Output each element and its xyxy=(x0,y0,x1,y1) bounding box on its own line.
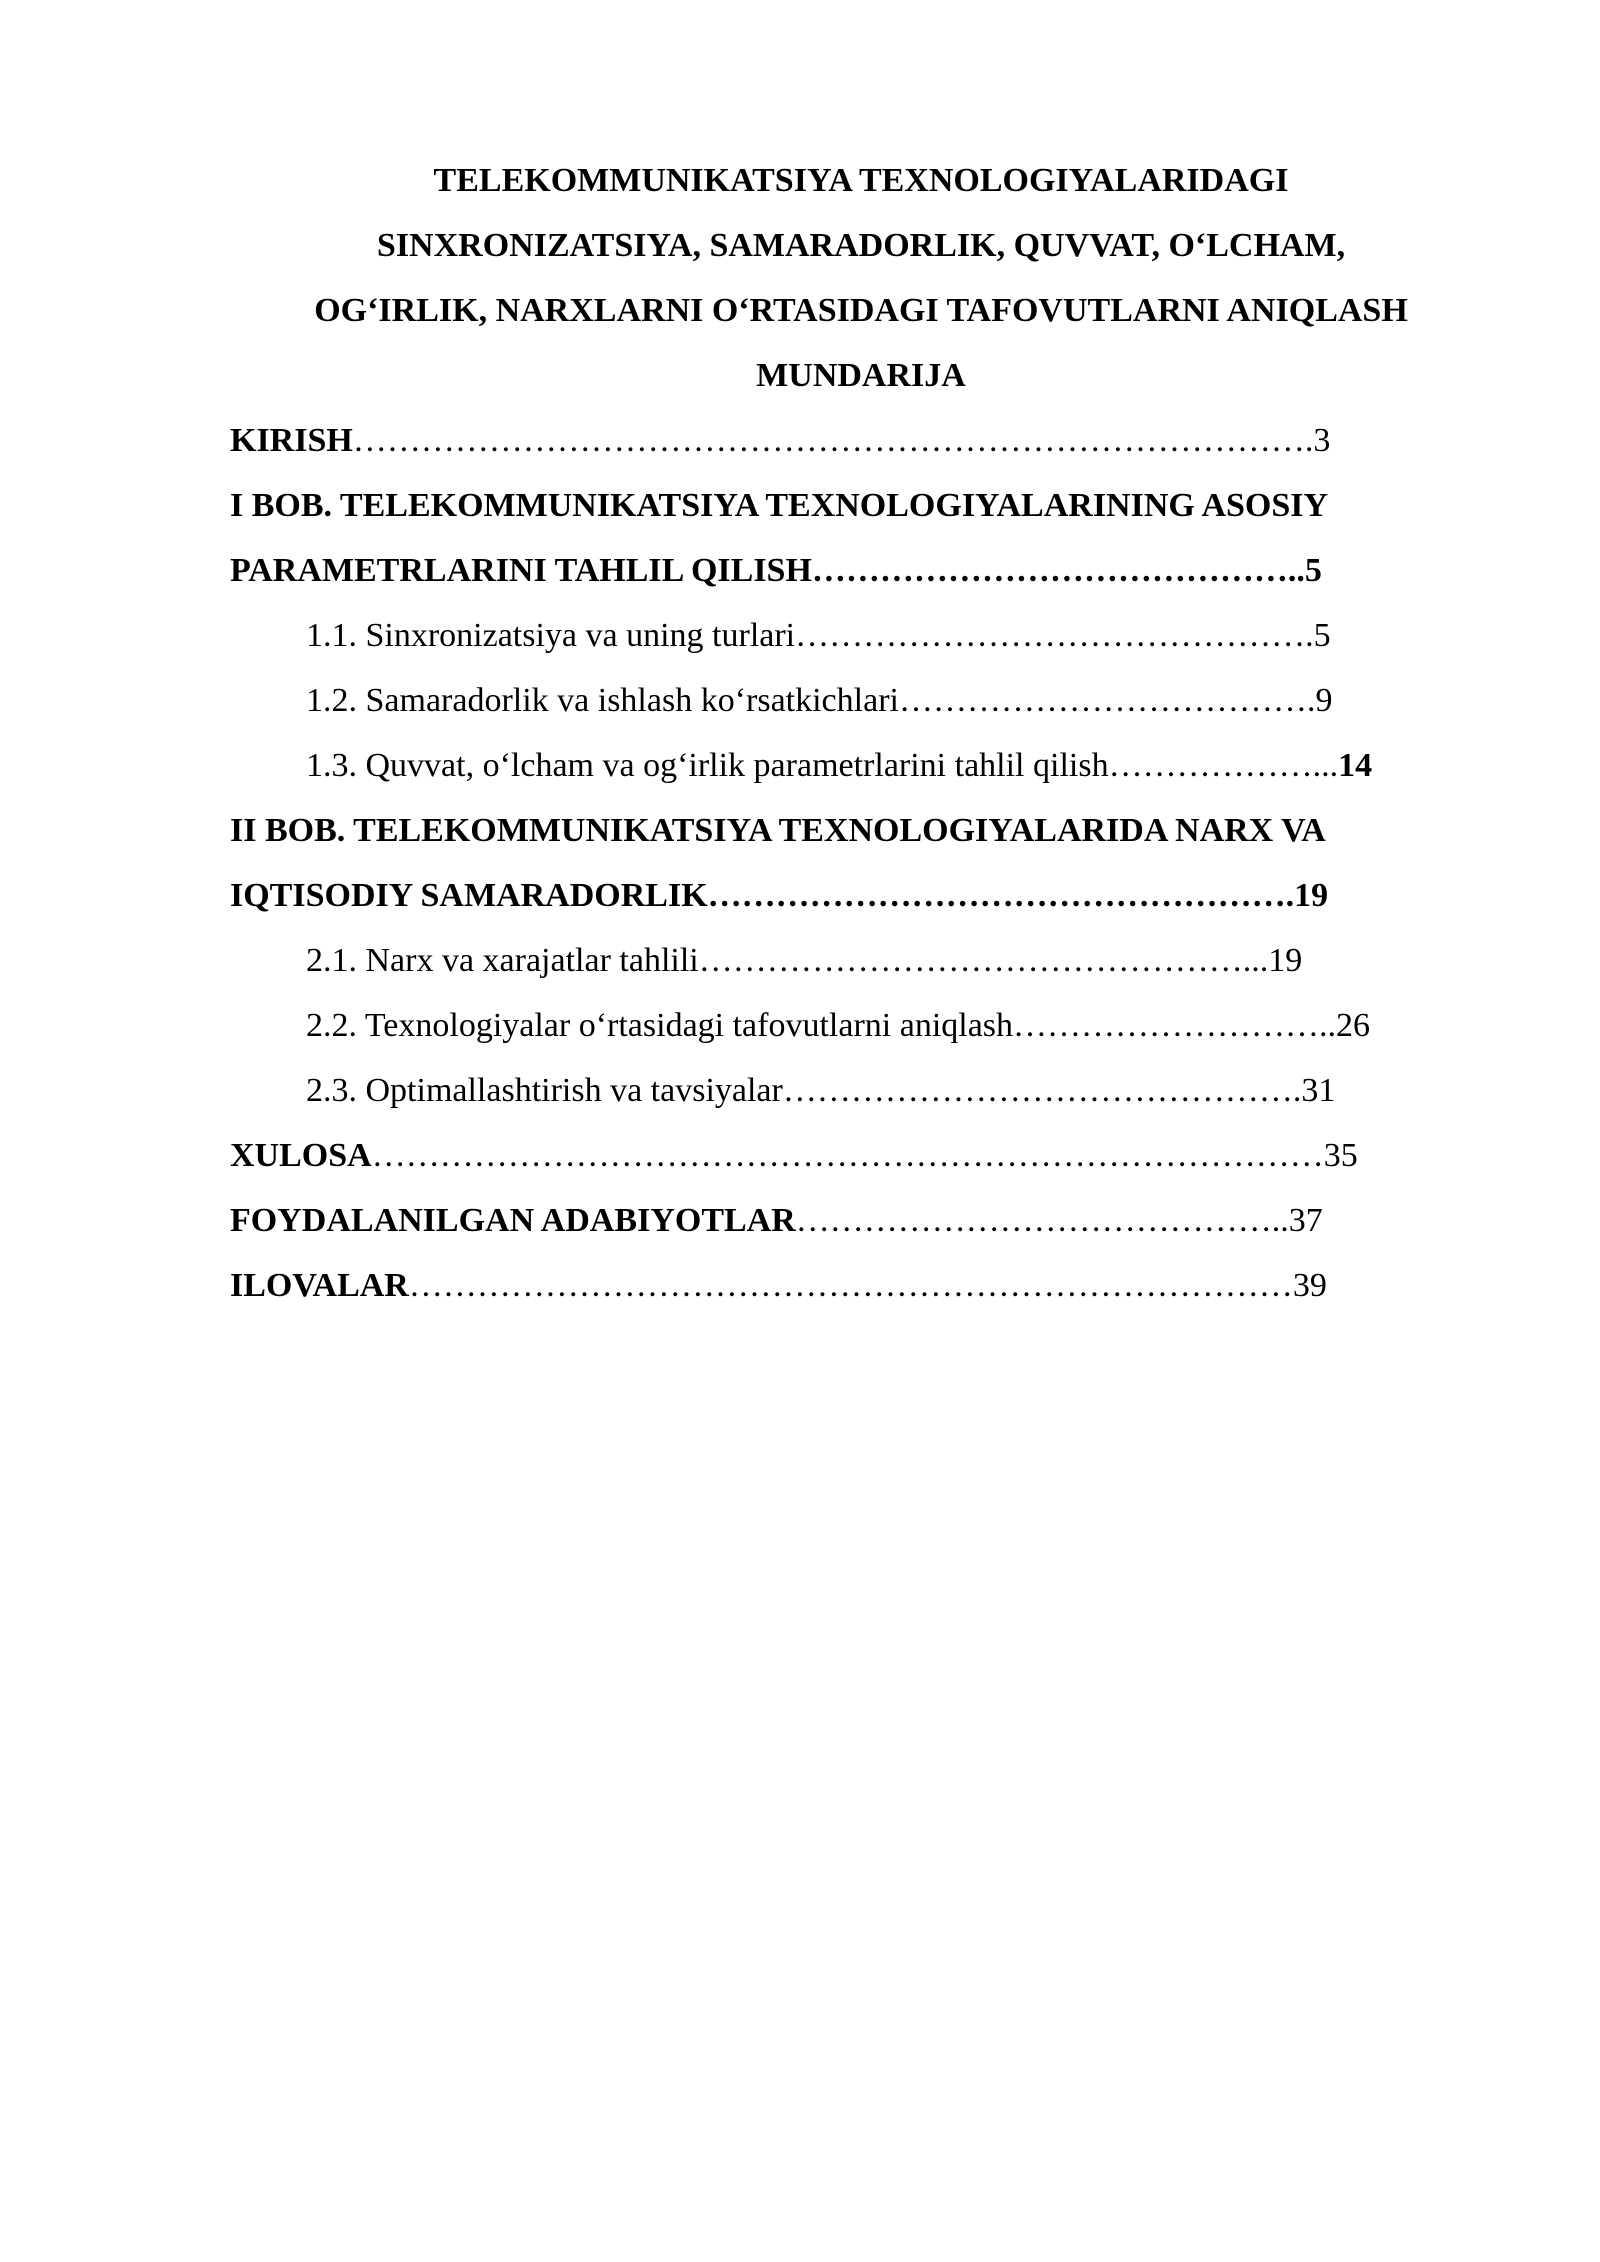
toc-entry-page: 5 xyxy=(1304,552,1322,589)
toc-entry-chapter-2-line-2 xyxy=(230,863,1492,928)
toc-entry-page: 3 xyxy=(1313,422,1331,459)
toc-entry-1-1 xyxy=(230,603,1492,668)
toc-entry-dots: …………………………………….. xyxy=(795,1202,1289,1239)
toc-entry-dots: …………………………………………………………………………. xyxy=(352,422,1314,459)
toc-entry-text: 1.3. Quvvat, o‘lcham va og‘irlik parametrlarini tahlil qilish xyxy=(306,747,1109,784)
toc-entry-page: 31 xyxy=(1301,1072,1336,1109)
toc-entry-dots: ………………………………………. xyxy=(782,1072,1302,1109)
toc-entry-page: 14 xyxy=(1338,747,1373,784)
toc-heading: MUNDARIJA xyxy=(756,357,966,394)
toc-entry-2-1 xyxy=(230,928,1492,993)
toc-entry-1-3 xyxy=(230,733,1492,798)
toc-entry-dots: ………………………………………. xyxy=(795,617,1314,654)
table-of-contents xyxy=(230,408,1492,1318)
toc-entry-text: FOYDALANILGAN ADABIYOTLAR xyxy=(230,1202,796,1239)
toc-entry-text: KIRISH xyxy=(230,422,353,459)
toc-entry-chapter-1-line-1 xyxy=(230,473,1492,538)
toc-entry-text: 1.1. Sinxronizatsiya va uning turlari xyxy=(306,617,796,654)
toc-entry-chapter-1-line-2 xyxy=(230,538,1492,603)
toc-entry-page: 26 xyxy=(1336,1007,1371,1044)
toc-entry-dots: ……………………….. xyxy=(1013,1007,1337,1044)
toc-entry-text: PARAMETRLARINI TAHLIL QILISH xyxy=(230,552,812,589)
toc-entry-dots: ………………………………. xyxy=(898,682,1316,719)
toc-entry-dots: …………………………………………... xyxy=(698,942,1269,979)
toc-entry-text: 2.1. Narx va xarajatlar tahlili xyxy=(306,942,699,979)
toc-entry-text: 2.3. Optimallashtirish va tavsiyalar xyxy=(306,1072,783,1109)
toc-entry-1-2 xyxy=(230,668,1492,733)
toc-entry-dots: ………………………………………………………………………… xyxy=(371,1137,1324,1174)
toc-entry-page: 19 xyxy=(1294,877,1329,914)
toc-entry-text: 1.2. Samaradorlik va ishlash ko‘rsatkichlari xyxy=(306,682,899,719)
title-line-3: OG‘IRLIK, NARXLARNI O‘RTASIDAGI TAFOVUTLARNI ANIQLASH xyxy=(314,292,1408,329)
toc-entry-2-3 xyxy=(230,1058,1492,1123)
toc-entry-text: I BOB. TELEKOMMUNIKATSIYA TEXNOLOGIYALARINING ASOSIY xyxy=(230,487,1329,524)
toc-entry-text: 2.2. Texnologiyalar o‘rtasidagi tafovutlarni aniqlash xyxy=(306,1007,1014,1044)
toc-entry-page: 35 xyxy=(1323,1137,1358,1174)
toc-entry-chapter-2-line-1 xyxy=(230,798,1492,863)
toc-entry-xulosa xyxy=(230,1123,1492,1188)
toc-entry-text: ILOVALAR xyxy=(230,1267,409,1304)
toc-entry-dots: ……………………………………………. xyxy=(707,877,1295,914)
toc-entry-kirish xyxy=(230,408,1492,473)
title-line-1: TELEKOMMUNIKATSIYA TEXNOLOGIYALARIDAGI xyxy=(433,162,1289,199)
toc-entry-2-2 xyxy=(230,993,1492,1058)
toc-entry-ilovalar xyxy=(230,1253,1492,1318)
toc-entry-text: XULOSA xyxy=(230,1137,372,1174)
toc-entry-page: 9 xyxy=(1315,682,1333,719)
toc-entry-page: 39 xyxy=(1292,1267,1327,1304)
document-title xyxy=(230,148,1492,408)
toc-entry-page: 37 xyxy=(1288,1202,1323,1239)
toc-entry-text: IQTISODIY SAMARADORLIK xyxy=(230,877,708,914)
toc-entry-dots: ………………... xyxy=(1108,747,1339,784)
title-line-2: SINXRONIZATSIYA, SAMARADORLIK, QUVVAT, O‘LCHAM, xyxy=(376,227,1346,264)
toc-entry-dots: …………………………………………………………………… xyxy=(408,1267,1293,1304)
toc-entry-text: II BOB. TELEKOMMUNIKATSIYA TEXNOLOGIYALARIDA NARX VA xyxy=(230,812,1326,849)
toc-entry-adabiyotlar xyxy=(230,1188,1492,1253)
toc-entry-page: 19 xyxy=(1268,942,1303,979)
toc-entry-dots: …………………………………….. xyxy=(811,552,1305,589)
toc-entry-page: 5 xyxy=(1313,617,1331,654)
